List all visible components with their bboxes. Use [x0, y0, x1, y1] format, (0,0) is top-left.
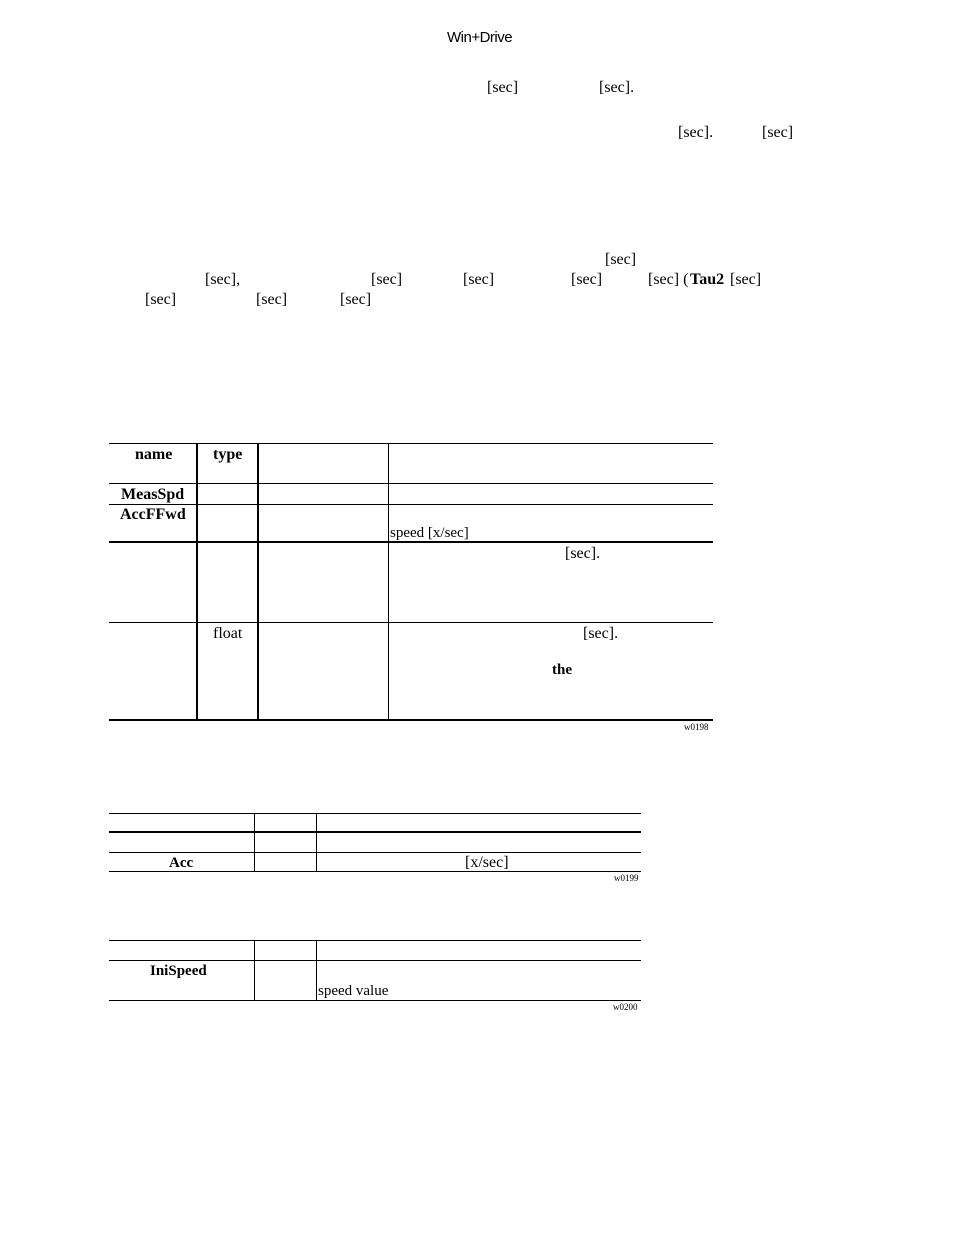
param-type: float [213, 625, 243, 642]
table-rule [109, 622, 713, 623]
column-header-type: type [213, 446, 243, 463]
table-rule [109, 852, 641, 853]
unit-text: [sec] [487, 79, 519, 96]
table-divider [196, 443, 198, 721]
table-rule [109, 504, 713, 505]
param-description: speed [x/sec] [390, 525, 469, 541]
table-divider [254, 813, 255, 872]
param-name: MeasSpd [121, 486, 185, 503]
param-description: speed value [318, 983, 389, 999]
unit-text: [sec], [205, 271, 241, 288]
unit-text: [sec]. [678, 124, 714, 141]
unit-text: [sec] [730, 271, 762, 288]
unit-text: [sec] ( [648, 271, 689, 288]
unit-text: [sec] [762, 124, 794, 141]
table-rule [109, 940, 641, 941]
unit-text: [sec] [256, 291, 288, 308]
unit-text: [sec]. [599, 79, 635, 96]
param-description: [sec]. [583, 625, 619, 642]
unit-text: [sec] [571, 271, 603, 288]
unit-text: [sec] [371, 271, 403, 288]
param-description: [sec]. [565, 545, 601, 562]
table-rule [109, 1000, 641, 1001]
table-rule [109, 831, 641, 833]
param-name: AccFFwd [120, 506, 186, 523]
param-description: [x/sec] [465, 854, 509, 871]
unit-text: [sec] [605, 251, 637, 268]
param-description: the [552, 662, 572, 678]
table-rule [109, 719, 713, 721]
param-name-text: Tau2 [690, 271, 725, 288]
column-header-name: name [135, 446, 173, 463]
figure-id: w0198 [684, 722, 709, 732]
table-divider [254, 940, 255, 1001]
table-divider [257, 443, 259, 721]
unit-text: [sec] [145, 291, 177, 308]
table-divider [388, 443, 389, 721]
param-name: IniSpeed [150, 963, 207, 979]
page-header-title: Win+Drive [447, 29, 513, 46]
figure-id: w0199 [614, 873, 639, 883]
param-name: Acc [169, 855, 194, 871]
table-rule [109, 483, 713, 484]
unit-text: [sec] [463, 271, 495, 288]
table-rule [109, 443, 713, 444]
table-rule [109, 960, 641, 961]
table-divider [316, 940, 317, 1001]
table-divider [316, 813, 317, 872]
figure-id: w0200 [613, 1002, 638, 1012]
unit-text: [sec] [340, 291, 372, 308]
table-rule [109, 813, 641, 814]
